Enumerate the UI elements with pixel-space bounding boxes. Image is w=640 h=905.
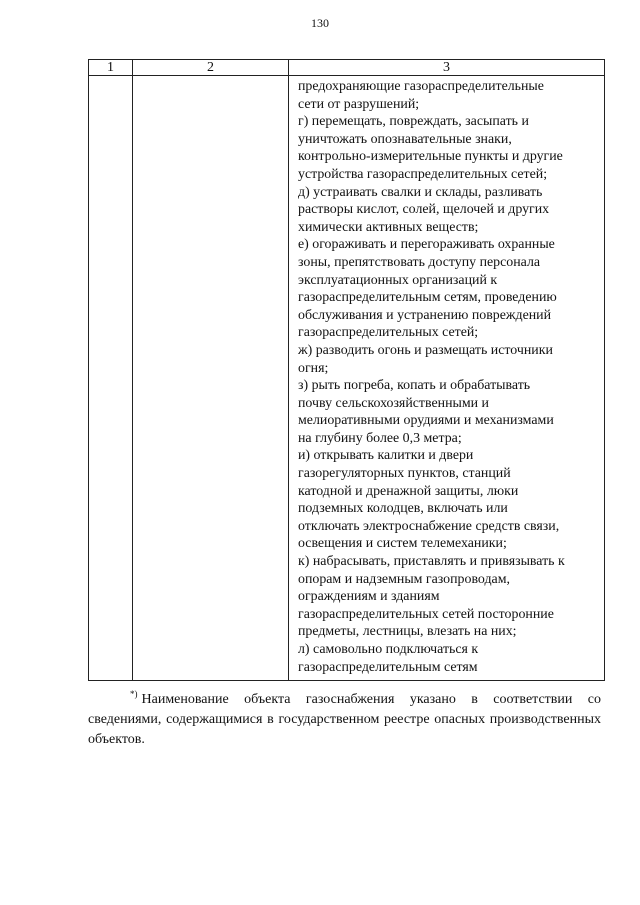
table-cell-col2 xyxy=(133,76,289,681)
footnote xyxy=(88,690,601,750)
column-header-2: 2 xyxy=(133,60,289,76)
column-header-1: 1 xyxy=(89,60,133,76)
prohibitions-list-text: предохраняющие газораспределительные сети от разрушений; г) перемещать, повреждать, засыпать и уничтожать опознавательные знаки, контрольно-измерительные пункты и другие устройства газораспределительных сетей; д) устраивать свалки и склады, разливать растворы кислот, солей, щелочей и других химически активных веществ; е) огораживать и перегораживать охранные зоны, препятствовать доступу персонала эксплуатационных организаций к газораспределительным сетям, проведению обслуживания и устранению повреждений газораспределительных сетей; ж) разводить огонь и размещать источники огня; з) рыть погреба, копать и обрабатывать почву сельскохозяйственными и мелиоративными орудиями и механизмами на глубину более 0,3 метра; и) открывать калитки и двери газорегуляторных пунктов, станций катодной и дренажной защиты, люки подземных колодцев, включать или отключать электроснабжение средств связи, освещения и систем телемеханики; к) набрасывать, приставлять и привязывать к опорам и надземным газопроводам, ограждениям и зданиям газораспределительных сетей посторонние предметы, лестницы, влезать на них; л) самовольно подключаться к газораспределительным сетям xyxy=(298,79,565,675)
table-cell-col1 xyxy=(89,76,133,681)
requirements-table xyxy=(88,59,605,681)
column-header-3: 3 xyxy=(289,60,605,76)
page-number: 130 xyxy=(311,16,329,30)
table-header-row xyxy=(89,60,605,76)
table-cell-col3 xyxy=(289,76,605,681)
table-row xyxy=(89,76,605,681)
footnote-mark: *) xyxy=(130,689,138,700)
footnote-text: Наименование объекта газоснабжения указано в соответствии со сведениями, содержащимися в государственном реестре опасных производственных объектов. xyxy=(88,692,601,747)
